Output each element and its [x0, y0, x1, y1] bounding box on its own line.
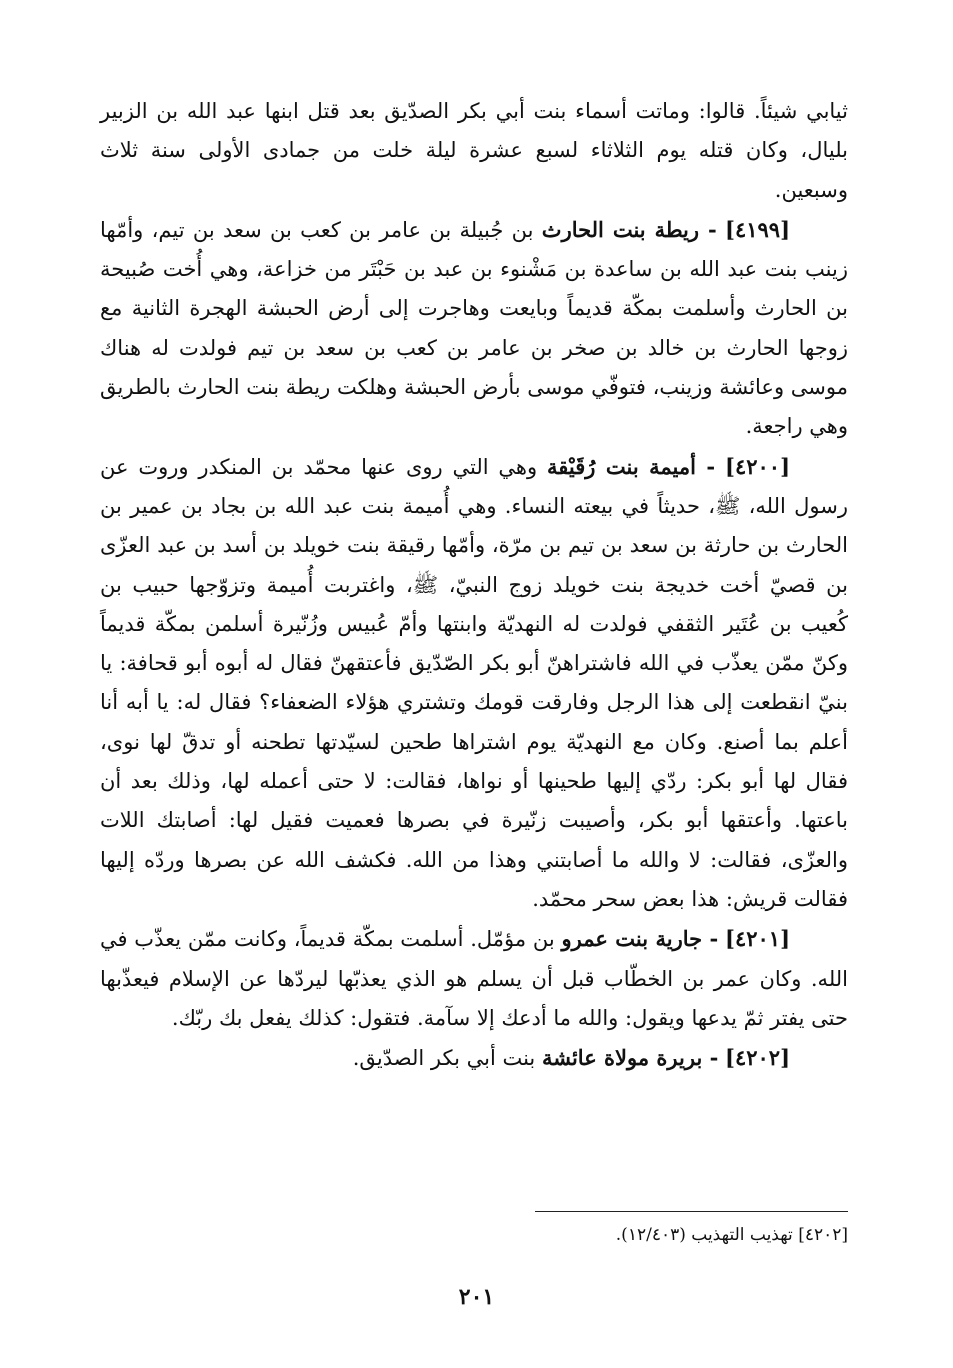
- entry-number: [٤١٩٩]: [725, 216, 790, 242]
- entry-number: [٤٢٠١]: [725, 926, 790, 952]
- entry-4199: [100, 210, 848, 447]
- entry-text: وهي التي روى عنها محمّد بن المنكدر وروت عن رسول الله، ﷺ، حديثاً في بيعته النساء. وهي أُميمة بنت عبد الله بن بجاد بن عمير بن الحارث بن حارثة بن سعد بن تيم بن مرّة، وأمّها رقيقة بنت خويلد بن أسد بن عبد العزّى بن قصيّ أخت خديجة بنت خويلد زوج النبيّ، ﷺ، واغتربت أُميمة وتزوّجها حبيب بن كُعيب بن عُتَير الثقفي فولدت له النهديّة وابنتها وأمّ عُبيس وزُنّيرة أسلمن بمكّة قديماً وكنّ ممّن يعذّب في الله فاشتراهنّ أبو بكر الصّدّيق فأعتقهنّ فقال له أبوه أبو قحافة: يا بنيّ انقطعت إلى هذا الرجل وفارقت قومك وتشتري هؤلاء الضعفاء؟ فقال له: يا أبه أنا أعلم بما أصنع. وكان مع النهديّة يوم اشتراها طحين لسيّدتها تطحنه أو تدقّ لها نوى، فقال لها أبو بكر: ردّي إليها طحينها أو نواها، فقالت: لا حتى أعمله لها، وذلك بعد أن باعتها. وأعتقها أبو بكر، وأصيبت زنّيرة في بصرها فعميت فقيل لها: أصابتك اللات والعزّى، فقالت: لا والله ما أصابتني وهذا من الله. فكشف الله عن بصرها وردّه إليها فقالت قريش: هذا بعض سحر محمّد.: [100, 454, 848, 911]
- page-number: ٢٠١: [458, 1284, 495, 1310]
- entry-heading: - جارية بنت عمرو: [561, 926, 719, 952]
- paragraph-text: ثيابي شيئاً. قالوا: وماتت أسماء بنت أبي بكر الصدّيق بعد قتل ابنها عبد الله بن الزبير بليال، وكان قتله يوم الثلاثاء لسبع عشرة ليلة خلت من جمادى الأولى سنة ثلاث وسبعين.: [100, 99, 848, 202]
- footnote: [٤٢٠٢] تهذيب التهذيب (١٢/٤٠٣).: [615, 1225, 848, 1245]
- entry-text: بنت أبي بكر الصدّيق.: [352, 1046, 542, 1071]
- footnote-divider: [535, 1211, 848, 1212]
- entry-heading: - أميمة بنت رُقَيْقة: [546, 453, 716, 479]
- entry-text: بن جُبيلة بن عامر بن كعب بن سعد بن تيم، وأمّها زينب بنت عبد الله بن ساعدة بن مَشْنوء بن عبد بن حَبْتَر من خزاعة، وهي أُخت صُبيحة بن الحارث وأسلمت بمكّة قديماً وبايعت وهاجرت إلى أرض الحبشة الهجرة الثانية مع زوجها الحارث بن خالد بن صخر بن عامر بن كعب بن سعد بن تيم فولدت له هناك موسى وعائشة وزينب، فتوفّي موسى بأرض الحبشة وهلكت ريطة بنت الحارث بالطريق وهي راجعة.: [100, 217, 848, 439]
- entry-heading: - بريرة مولاة عائشة: [541, 1045, 719, 1071]
- entry-4202: [100, 1038, 848, 1078]
- entry-4201: [100, 919, 848, 1038]
- entry-text: بن مؤمّل. أسلمت بمكّة قديماً، وكانت ممّن يعذّب في الله. وكان عمر بن الخطّاب قبل أن يسلم هو الذي يعذبّها ليردّها عن الإسلام فيعذّبها حتى يفتر ثمّ يدعها ويقول: والله ما أدعك إلا سآمة. فتقول: كذلك يفعل بك ربّك.: [100, 927, 848, 1030]
- entry-number: [٤٢٠٢]: [725, 1045, 790, 1071]
- entry-4200: [100, 447, 848, 920]
- entry-heading: - ريطة بنت الحارث: [541, 216, 717, 242]
- paragraph-continuation: [100, 92, 848, 210]
- main-text: [100, 92, 848, 1078]
- entry-number: [٤٢٠٠]: [725, 453, 790, 479]
